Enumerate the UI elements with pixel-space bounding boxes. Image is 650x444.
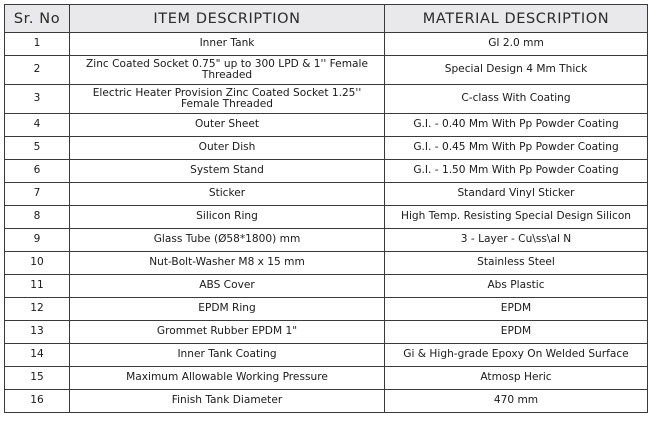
cell-sr-no: 4	[5, 114, 70, 137]
cell-sr-no: 16	[5, 390, 70, 413]
cell-sr-no: 11	[5, 275, 70, 298]
cell-material: Abs Plastic	[385, 275, 648, 298]
table-row	[5, 160, 648, 183]
table-row	[5, 33, 648, 56]
cell-sr-no: 8	[5, 206, 70, 229]
cell-material: EPDM	[385, 321, 648, 344]
cell-item: Glass Tube (Ø58*1800) mm	[70, 229, 385, 252]
cell-sr-no: 9	[5, 229, 70, 252]
cell-item: Outer Sheet	[70, 114, 385, 137]
cell-material: G.I. - 1.50 Mm With Pp Powder Coating	[385, 160, 648, 183]
cell-item: System Stand	[70, 160, 385, 183]
table-row	[5, 137, 648, 160]
cell-material: C-class With Coating	[385, 85, 648, 114]
cell-material: 470 mm	[385, 390, 648, 413]
cell-sr-no: 3	[5, 85, 70, 114]
cell-material: EPDM	[385, 298, 648, 321]
cell-sr-no: 7	[5, 183, 70, 206]
header-sr-no: Sr. No	[5, 5, 70, 33]
cell-item: Inner Tank	[70, 33, 385, 56]
table-row	[5, 56, 648, 85]
table-row	[5, 390, 648, 413]
cell-sr-no: 12	[5, 298, 70, 321]
cell-material: G.I. - 0.40 Mm With Pp Powder Coating	[385, 114, 648, 137]
cell-material: GI 2.0 mm	[385, 33, 648, 56]
table-row	[5, 114, 648, 137]
table-row	[5, 85, 648, 114]
cell-item: EPDM Ring	[70, 298, 385, 321]
table-row	[5, 229, 648, 252]
cell-item: Maximum Allowable Working Pressure	[70, 367, 385, 390]
table-row	[5, 344, 648, 367]
table-row	[5, 206, 648, 229]
cell-material: Standard Vinyl Sticker	[385, 183, 648, 206]
table-row	[5, 252, 648, 275]
cell-sr-no: 14	[5, 344, 70, 367]
header-item-description: ITEM DESCRIPTION	[70, 5, 385, 33]
cell-sr-no: 15	[5, 367, 70, 390]
cell-material: Stainless Steel	[385, 252, 648, 275]
cell-material: Gi & High-grade Epoxy On Welded Surface	[385, 344, 648, 367]
cell-material: G.I. - 0.45 Mm With Pp Powder Coating	[385, 137, 648, 160]
cell-sr-no: 1	[5, 33, 70, 56]
cell-sr-no: 10	[5, 252, 70, 275]
cell-sr-no: 6	[5, 160, 70, 183]
cell-sr-no: 2	[5, 56, 70, 85]
specification-table	[4, 4, 648, 413]
cell-sr-no: 13	[5, 321, 70, 344]
table-row	[5, 367, 648, 390]
cell-sr-no: 5	[5, 137, 70, 160]
cell-material: Atmosp Heric	[385, 367, 648, 390]
cell-item: Electric Heater Provision Zinc Coated Socket 1.25'' Female Threaded	[70, 85, 385, 114]
cell-item: ABS Cover	[70, 275, 385, 298]
cell-item: Outer Dish	[70, 137, 385, 160]
table-header-row	[5, 5, 648, 33]
header-material-description: MATERIAL DESCRIPTION	[385, 5, 648, 33]
cell-material: 3 - Layer - Cu\ss\al N	[385, 229, 648, 252]
cell-item: Grommet Rubber EPDM 1"	[70, 321, 385, 344]
cell-material: Special Design 4 Mm Thick	[385, 56, 648, 85]
cell-item: Sticker	[70, 183, 385, 206]
cell-item: Silicon Ring	[70, 206, 385, 229]
table-row	[5, 298, 648, 321]
cell-item: Inner Tank Coating	[70, 344, 385, 367]
cell-item: Finish Tank Diameter	[70, 390, 385, 413]
table-row	[5, 275, 648, 298]
cell-item: Nut-Bolt-Washer M8 x 15 mm	[70, 252, 385, 275]
cell-material: High Temp. Resisting Special Design Silicon	[385, 206, 648, 229]
table-row	[5, 321, 648, 344]
table-row	[5, 183, 648, 206]
cell-item: Zinc Coated Socket 0.75" up to 300 LPD & 1'' Female Threaded	[70, 56, 385, 85]
